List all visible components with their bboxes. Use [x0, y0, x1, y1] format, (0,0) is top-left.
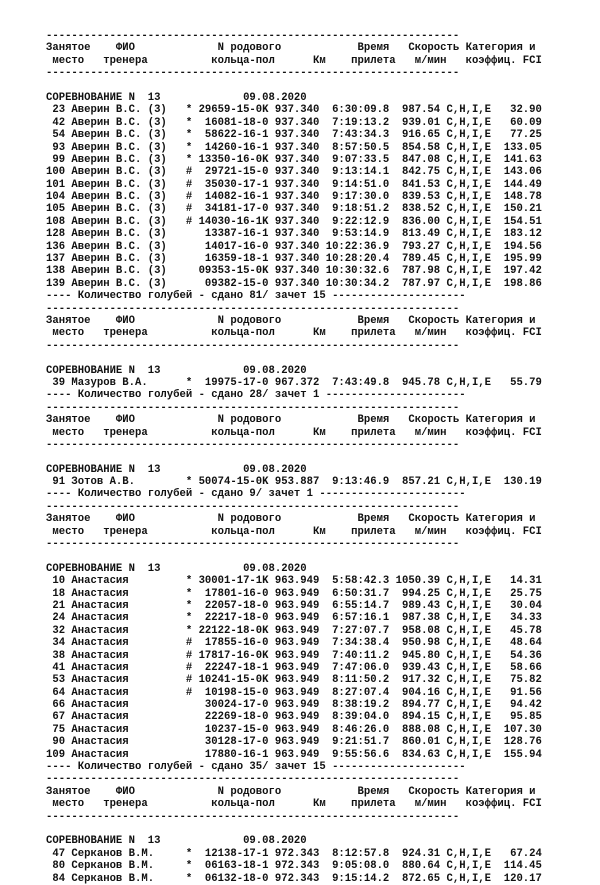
table-row: 34 Анастасия # 17855-16-0 963.949 7:34:38.4 950.98 C,H,I,E 48.64: [46, 637, 542, 650]
blank-line: [46, 352, 542, 364]
table-row: 84 Серканов В.М. * 06132-18-0 972.343 9:15:14.2 872.65 C,H,I,E 120.17: [46, 872, 542, 885]
blank-line: [46, 823, 542, 835]
dash-line: -----------------------------------------------------------------: [46, 67, 460, 80]
dash-line: -----------------------------------------------------------------: [46, 438, 460, 451]
table-row: 47 Серканов В.М. * 12138-17-1 972.343 8:12:57.8 924.31 C,H,I,E 67.24: [46, 847, 542, 860]
table-row: 109 Анастасия 17880-16-1 963.949 9:55:56.6 834.63 C,H,I,E 155.94: [46, 748, 542, 761]
table-row: 139 Аверин В.С. (3) 09382-15-0 937.340 10:30:34.2 787.97 C,H,I,E 198.86: [46, 277, 542, 290]
table-row: 42 Аверин В.С. (3) * 16081-18-0 937.340 7:19:13.2 939.01 C,H,I,E 60.09: [46, 116, 542, 129]
column-header: место тренера кольца-пол Км прилета м/мин коэффиц. FCI: [46, 327, 542, 340]
dash-line: -----------------------------------------------------------------: [46, 302, 460, 315]
table-row: 137 Аверин В.С. (3) 16359-18-1 937.340 10:28:20.4 789.45 C,H,I,E 195.99: [46, 253, 542, 266]
table-row: 32 Анастасия * 22122-18-0K 963.949 7:27:07.7 958.08 C,H,I,E 45.78: [46, 624, 542, 637]
table-row: 91 Зотов А.В. * 50074-15-0K 953.887 9:13:46.9 857.21 C,H,I,E 130.19: [46, 476, 542, 489]
dash-line: -----------------------------------------------------------------: [46, 500, 460, 513]
table-row: 53 Анастасия # 10241-15-0K 963.949 8:11:50.2 917.32 C,H,I,E 75.82: [46, 674, 542, 687]
dash-line: -----------------------------------------------------------------: [46, 401, 460, 414]
competition-title: СОРЕВНОВАНИЕ N 13 09.08.2020: [46, 835, 307, 848]
table-row: 67 Анастасия 22269-18-0 963.949 8:39:04.0 894.15 C,H,I,E 95.85: [46, 711, 542, 724]
summary-line: ---- Количество голубей - сдано 9/ зачет 1 -----------------------: [46, 488, 466, 501]
summary-line: ---- Количество голубей - сдано 81/ зачет 15 ---------------------: [46, 290, 466, 303]
blank-line: [46, 80, 542, 92]
table-row: 138 Аверин В.С. (3) 09353-15-0K 937.340 10:30:32.6 787.98 C,H,I,E 197.42: [46, 265, 542, 278]
column-header: Занятое ФИО N родового Время Скорость Категория и: [46, 513, 536, 526]
table-row: 18 Анастасия * 17801-16-0 963.949 6:50:31.7 994.25 C,H,I,E 25.75: [46, 587, 542, 600]
summary-line: ---- Количество голубей - сдано 28/ зачет 1 ----------------------: [46, 389, 466, 402]
table-row: 93 Аверин В.С. (3) * 14260-16-1 937.340 8:57:50.5 854.58 C,H,I,E 133.05: [46, 141, 542, 154]
column-header: Занятое ФИО N родового Время Скорость Категория и: [46, 785, 536, 798]
table-row: 104 Аверин В.С. (3) # 14082-16-1 937.340 9:17:30.0 839.53 C,H,I,E 148.78: [46, 191, 542, 204]
table-row: 24 Анастасия * 22217-18-0 963.949 6:57:16.1 987.38 C,H,I,E 34.33: [46, 612, 542, 625]
table-row: 136 Аверин В.С. (3) 14017-16-0 937.340 10:22:36.9 793.27 C,H,I,E 194.56: [46, 240, 542, 253]
column-header: место тренера кольца-пол Км прилета м/мин коэффиц. FCI: [46, 426, 542, 439]
column-header: Занятое ФИО N родового Время Скорость Категория и: [46, 42, 536, 55]
table-row: 66 Анастасия 30024-17-0 963.949 8:38:19.2 894.77 C,H,I,E 94.42: [46, 699, 542, 712]
table-row: 80 Серканов В.М. * 06163-18-1 972.343 9:05:08.0 880.64 C,H,I,E 114.45: [46, 860, 542, 873]
table-row: 128 Аверин В.С. (3) 13387-16-1 937.340 9:53:14.9 813.49 C,H,I,E 183.12: [46, 228, 542, 241]
competition-title: СОРЕВНОВАНИЕ N 13 09.08.2020: [46, 364, 307, 377]
column-header: место тренера кольца-пол Км прилета м/мин коэффиц. FCI: [46, 525, 542, 538]
table-row: 64 Анастасия # 10198-15-0 963.949 8:27:07.4 904.16 C,H,I,E 91.56: [46, 686, 542, 699]
table-row: 75 Анастасия 10237-15-0 963.949 8:46:26.0 888.08 C,H,I,E 107.30: [46, 723, 542, 736]
table-row: 105 Аверин В.С. (3) # 34181-17-0 937.340 9:18:51.2 838.52 C,H,I,E 150.21: [46, 203, 542, 216]
table-row: 108 Аверин В.С. (3) # 14030-16-1K 937.340 9:22:12.9 836.00 C,H,I,E 154.51: [46, 215, 542, 228]
dash-line: -----------------------------------------------------------------: [46, 773, 460, 786]
table-row: 41 Анастасия # 22247-18-1 963.949 7:47:06.0 939.43 C,H,I,E 58.66: [46, 661, 542, 674]
competition-title: СОРЕВНОВАНИЕ N 13 09.08.2020: [46, 91, 307, 104]
competition-title: СОРЕВНОВАНИЕ N 13 09.08.2020: [46, 562, 307, 575]
dash-line: -----------------------------------------------------------------: [46, 810, 460, 823]
column-header: место тренера кольца-пол Км прилета м/мин коэффиц. FCI: [46, 54, 542, 67]
summary-line: ---- Количество голубей - сдано 35/ зачет 15 ---------------------: [46, 761, 466, 774]
dash-line: -----------------------------------------------------------------: [46, 30, 460, 42]
table-row: 99 Аверин В.С. (3) * 13350-16-0K 937.340 9:07:33.5 847.08 C,H,I,E 141.63: [46, 153, 542, 166]
dash-line: -----------------------------------------------------------------: [46, 538, 460, 551]
blank-line: [46, 451, 542, 463]
table-row: 39 Мазуров В.А. * 19975-17-0 967.372 7:43:49.8 945.78 C,H,I,E 55.79: [46, 376, 542, 389]
competition-title: СОРЕВНОВАНИЕ N 13 09.08.2020: [46, 463, 307, 476]
table-row: 10 Анастасия * 30001-17-1K 963.949 5:58:42.3 1050.39 C,H,I,E 14.31: [46, 575, 542, 588]
column-header: место тренера кольца-пол Км прилета м/мин коэффиц. FCI: [46, 798, 542, 811]
table-row: 54 Аверин В.С. (3) * 58622-16-1 937.340 7:43:34.3 916.65 C,H,I,E 77.25: [46, 129, 542, 142]
dash-line: -----------------------------------------------------------------: [46, 339, 460, 352]
table-row: 90 Анастасия 30128-17-0 963.949 9:21:51.7 860.01 C,H,I,E 128.76: [46, 736, 542, 749]
table-row: 23 Аверин В.С. (3) * 29659-15-0K 937.340 6:30:09.8 987.54 C,H,I,E 32.90: [46, 104, 542, 117]
table-row: 21 Анастасия * 22057-18-0 963.949 6:55:14.7 989.43 C,H,I,E 30.04: [46, 599, 542, 612]
table-row: 100 Аверин В.С. (3) # 29721-15-0 937.340 9:13:14.1 842.75 C,H,I,E 143.06: [46, 166, 542, 179]
blank-line: [46, 550, 542, 562]
table-row: 38 Анастасия # 17817-16-0K 963.949 7:40:11.2 945.80 C,H,I,E 54.36: [46, 649, 542, 662]
column-header: Занятое ФИО N родового Время Скорость Категория и: [46, 414, 536, 427]
column-header: Занятое ФИО N родового Время Скорость Категория и: [46, 314, 536, 327]
results-document: [46, 30, 542, 885]
table-row: 101 Аверин В.С. (3) # 35030-17-1 937.340 9:14:51.0 841.53 C,H,I,E 144.49: [46, 178, 542, 191]
